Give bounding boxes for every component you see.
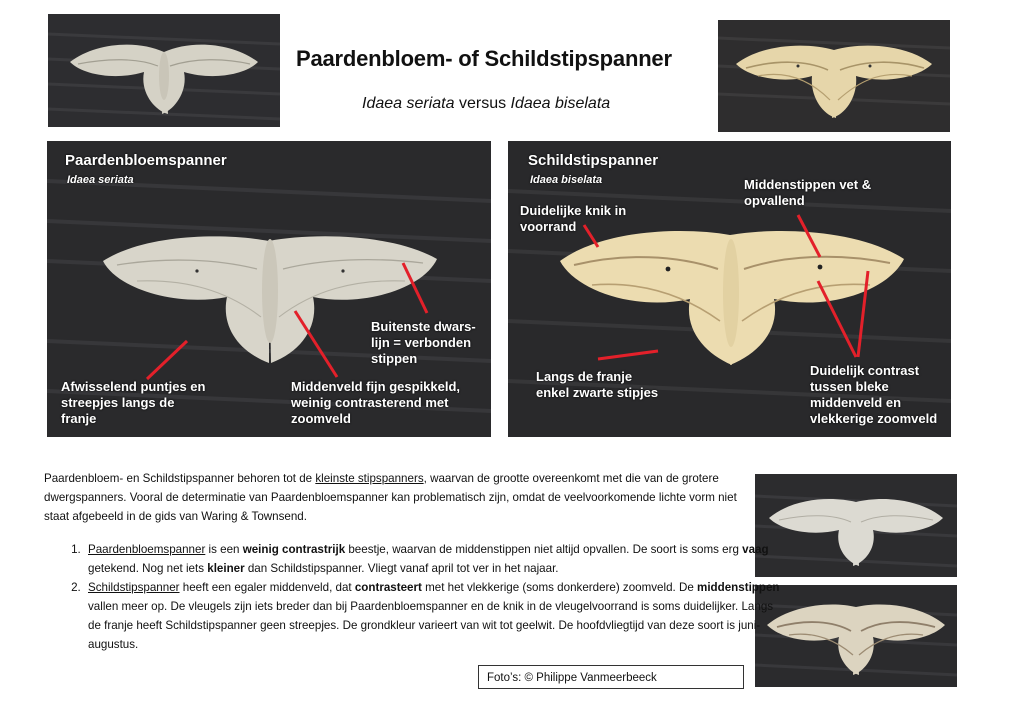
subtitle-species-biselata: Idaea biselata	[510, 95, 611, 112]
annotation-line: enkel zwarte stipjes	[536, 385, 659, 400]
list-bold: middenstippen	[697, 581, 780, 594]
annotated-photo-biselata	[508, 141, 951, 437]
annotation-line: zoomveld	[291, 411, 351, 426]
annotation-line: Duidelijke knik in	[520, 203, 627, 218]
comparison-list	[44, 540, 784, 654]
list-text: is een	[205, 543, 243, 556]
annotation-line: Afwisselend puntjes en	[61, 379, 206, 394]
moth-photo-biselata-variant	[755, 585, 957, 687]
annotation-line: weinig contrasterend met	[291, 395, 449, 410]
annotation-line: opvallend	[744, 193, 805, 208]
annotation-line: Middenveld fijn gespikkeld,	[291, 379, 461, 394]
annotation-line: Langs de franje	[536, 369, 633, 384]
intro-paragraph	[44, 469, 744, 526]
annotation-kink	[520, 203, 626, 235]
list-bold: weinig contrastrijk	[242, 543, 346, 556]
panel-title-biselata: Schildstipspanner	[528, 152, 659, 169]
list-bold: contrasteert	[354, 581, 422, 594]
species-name: Paardenbloemspanner	[88, 543, 206, 556]
annotation-line: lijn = verbonden	[371, 335, 472, 350]
intro-text-2: , waarvan de grootte overeenkomt met die van de grotere dwergspanners. Vooral de determinatie van Paardenbloemspanner kan problematisch zijn, omdat de veelvoorkomende lichte vorm niet staat afgebeeld in de gids van Waring & Townsend.	[44, 472, 737, 523]
annotation-contrast	[810, 363, 937, 427]
photo-credit: Foto’s: © Philippe Vanmeerbeeck	[478, 665, 744, 689]
list-bold: vaag	[742, 543, 769, 556]
subtitle-species-seriata: Idaea seriata	[362, 95, 455, 112]
annotation-line: Buitenste dwars-	[371, 319, 476, 334]
list-item-seriata	[84, 540, 784, 578]
moth-photo-biselata-small	[718, 20, 950, 132]
page-subtitle	[362, 95, 610, 113]
annotation-line: stippen	[371, 351, 418, 366]
annotation-fringe-spots	[536, 369, 658, 401]
annotation-midfield	[291, 379, 460, 427]
panel-scientific-biselata: Idaea biselata	[530, 174, 603, 186]
annotated-photo-seriata	[47, 141, 491, 437]
list-text: getekend. Nog net iets	[88, 562, 208, 575]
list-text: vallen meer op. De vleugels zijn iets breder dan bij Paardenbloemspanner en de knik in de vleugelvoorrand is soms duidelijker. Langs de franje heeft Schildstipspanner geen streepjes. De grondkleur varieert van wit tot geelwit. De hoofdvliegtijd van deze soort is juni-augustus.	[88, 600, 774, 651]
annotation-line: streepjes langs de	[61, 395, 175, 410]
intro-link-kleinste-stipspanners: kleinste stipspanners	[315, 472, 424, 485]
thumbnail-biselata-bottom	[755, 585, 957, 687]
annotation-line: vlekkerige zoomveld	[810, 411, 938, 426]
annotation-line: Middenstippen vet &	[744, 177, 872, 192]
thumbnail-biselata-top	[718, 20, 950, 132]
thumbnail-seriata-bottom	[755, 474, 957, 577]
list-text: heeft een egaler middenveld, dat	[179, 581, 355, 594]
list-text: met het vlekkerige (soms donkerdere) zoomveld. De	[421, 581, 698, 594]
thumbnail-seriata-top	[48, 14, 280, 127]
annotation-line: tussen bleke	[810, 379, 889, 394]
moth-photo-seriata-small	[48, 14, 280, 127]
list-text: dan Schildstipspanner. Vliegt vanaf april tot ver in het najaar.	[244, 562, 559, 575]
annotation-line: Duidelijk contrast	[810, 363, 920, 378]
page-title: Paardenbloem- of Schildstipspanner	[296, 46, 672, 71]
panel-title-seriata: Paardenbloemspanner	[65, 152, 227, 169]
annotation-line: voorrand	[520, 219, 577, 234]
list-text: beestje, waarvan de middenstippen niet altijd opvallen. De soort is soms erg	[345, 543, 743, 556]
list-item-biselata	[84, 578, 784, 654]
annotation-line: franje	[61, 411, 97, 426]
moth-photo-seriata-variant	[755, 474, 957, 577]
list-bold: kleiner	[207, 562, 245, 575]
intro-text-1: Paardenbloem- en Schildstipspanner behoren tot de	[44, 472, 316, 485]
annotation-line: middenveld en	[810, 395, 902, 410]
annotation-spots	[744, 177, 871, 209]
panel-scientific-seriata: Idaea seriata	[67, 174, 134, 186]
subtitle-versus: versus	[454, 95, 511, 112]
annotation-outer-line	[371, 319, 476, 367]
annotation-fringe	[61, 379, 205, 427]
species-name: Schildstipspanner	[88, 581, 180, 594]
